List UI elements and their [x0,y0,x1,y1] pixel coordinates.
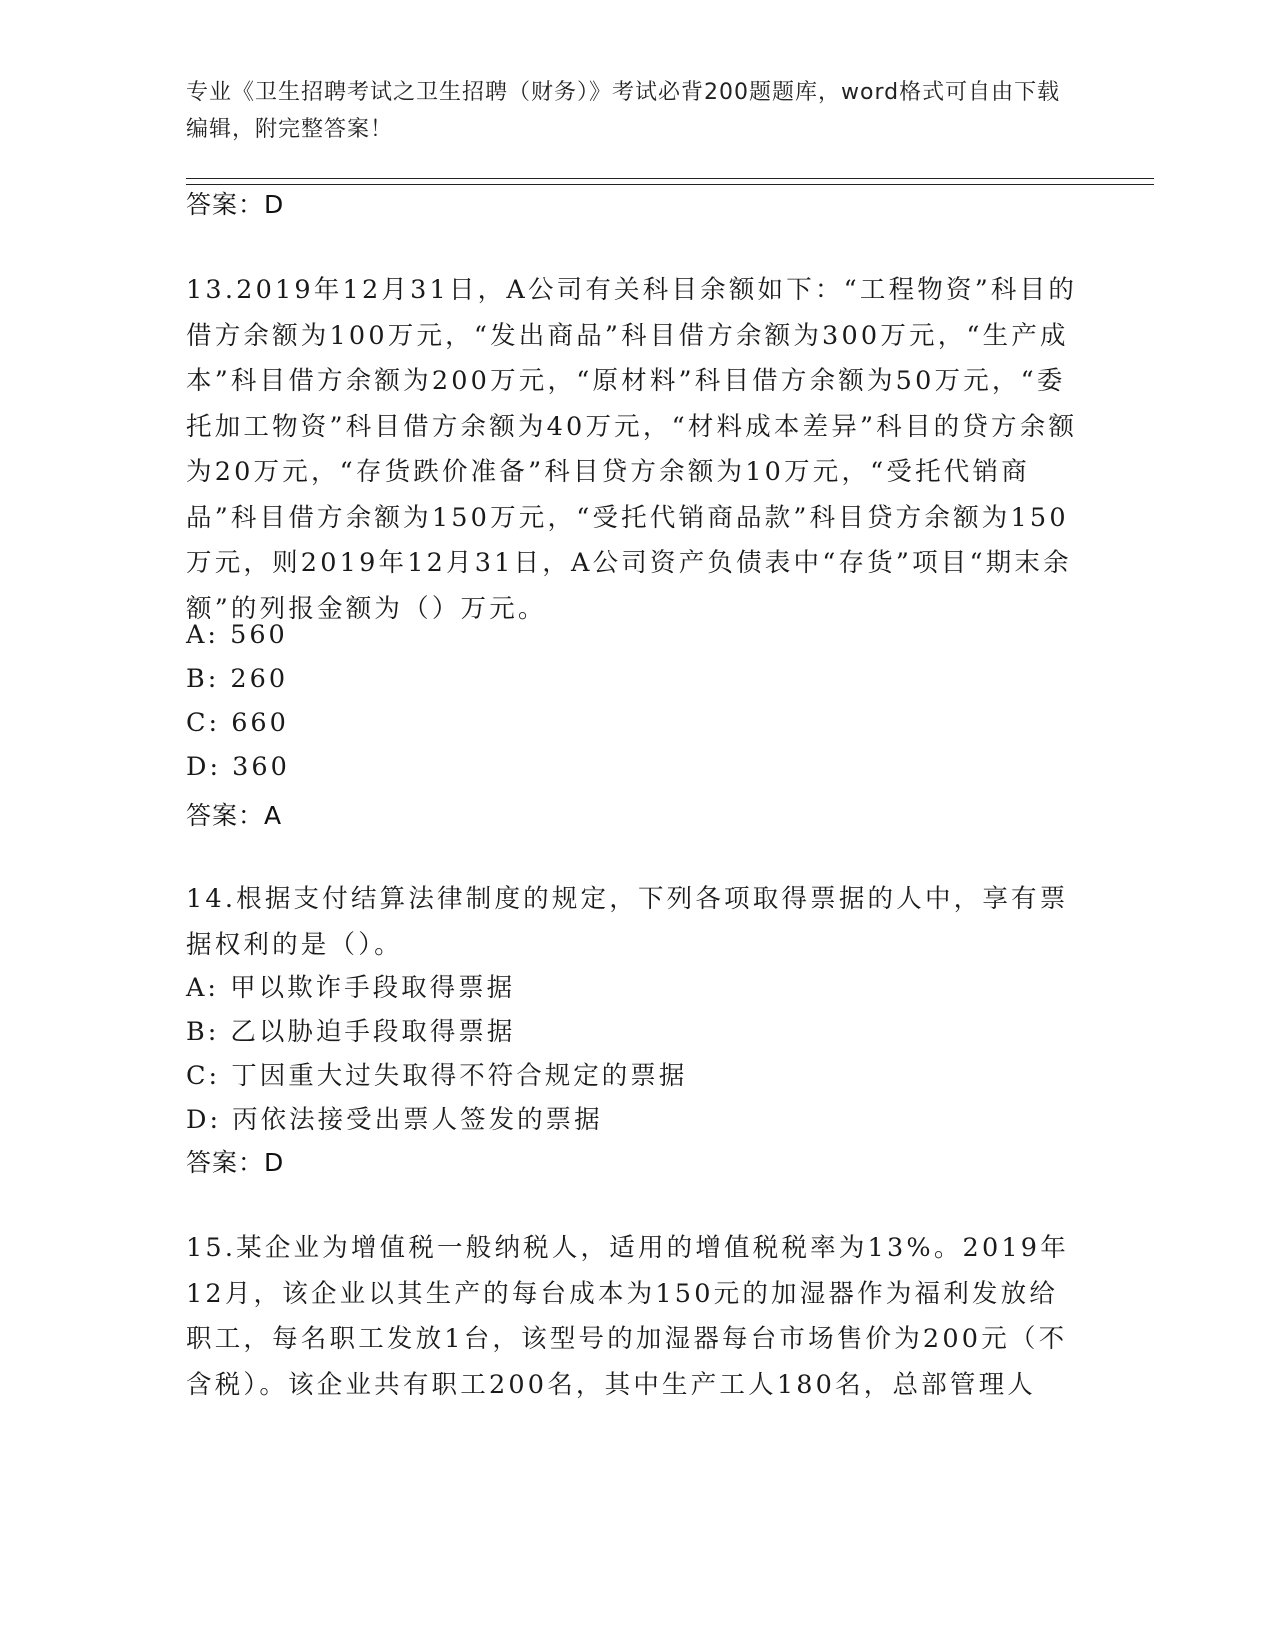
question-13-stem: 13.2019年12月31日，A公司有关科目余额如下：“工程物资”科目的借方余额为100万元，“发出商品”科目借方余额为300万元，“生产成本”科目借方余额为200万元，“原材料”科目借方余额为50万元，“委托加工物资”科目借方余额为40万元，“材料成本差异”科目的贷方余额为20万元，“存货跌价准备”科目贷方余额为10万元，“受托代销商品”科目借方余额为150万元，“受托代销商品款”科目贷方余额为150万元，则2019年12月31日，A公司资产负债表中“存货”项目“期末余额”的列报金额为（）万元。 [186,275,1078,624]
question-14-option-d: D: 丙依法接受出票人签发的票据 [186,1105,603,1135]
header-divider-top [186,178,1154,179]
question-13-option-b: B: 260 [186,664,289,694]
question-13-option-a: A: 560 [186,620,288,650]
header-divider-bottom [186,184,1154,185]
question-14-option-a: A: 甲以欺诈手段取得票据 [186,973,516,1003]
question-14-stem: 14.根据支付结算法律制度的规定，下列各项取得票据的人中，享有票据权利的是（）。 [186,884,1069,960]
question-13-option-d: D: 360 [186,752,290,782]
question-14-option-b: B: 乙以胁迫手段取得票据 [186,1017,516,1047]
answer-q12: 答案：D [186,190,285,219]
question-15-stem: 15.某企业为增值税一般纳税人，适用的增值税税率为13%。2019年12月，该企业以其生产的每台成本为150元的加湿器作为福利发放给职工，每名职工发放1台，该型号的加湿器每台市场售价为200元（不含税）。该企业共有职工200名，其中生产工人180名，总部管理人 [186,1233,1069,1400]
header-note: 专业《卫生招聘考试之卫生招聘（财务）》考试必背200题题库，word格式可自由下载编辑，附完整答案！ [186,80,1061,142]
answer-q14: 答案：D [186,1148,285,1177]
answer-q13: 答案：A [186,801,283,830]
question-13-option-c: C: 660 [186,708,289,738]
question-14-option-c: C: 丁因重大过失取得不符合规定的票据 [186,1061,688,1091]
